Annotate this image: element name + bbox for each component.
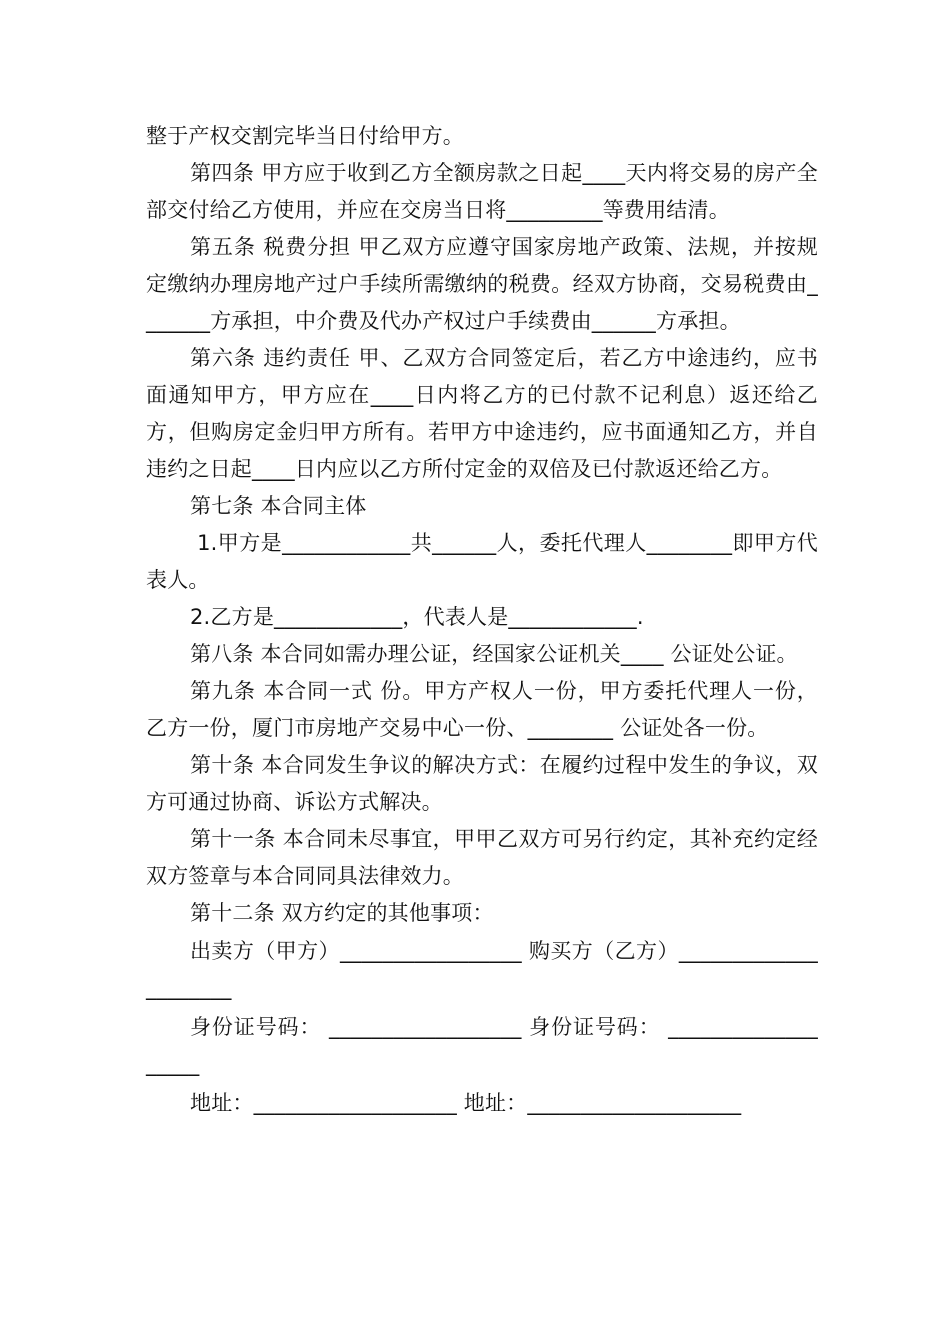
clause-8: 第八条 本合同如需办理公证，经国家公证机关____ 公证处公证。 [190, 642, 798, 666]
clause-7-heading: 第七条 本合同主体 [190, 494, 367, 518]
clause-9: 第九条 本合同一式 份。甲方产权人一份，甲方委托代理人一份，乙方一份，厦门市房地产交易中心一份、________ 公证处各一份。 [146, 679, 818, 740]
clause-10: 第十条 本合同发生争议的解决方式：在履约过程中发生的争议，双方可通过协商、诉讼方式解决。 [146, 753, 818, 814]
clause-12: 第十二条 双方约定的其他事项： [190, 901, 494, 925]
paragraph-continuation: 整于产权交割完毕当日付给甲方。 [146, 124, 464, 148]
signature-id-line: 身份证号码： __________________ 身份证号码： ___________________ [146, 1015, 818, 1076]
clause-4: 第四条 甲方应于收到乙方全额房款之日起____天内将交易的房产全部交付给乙方使用，并应在交房当日将_________等费用结清。 [146, 161, 818, 222]
clause-11: 第十一条 本合同未尽事宜，甲甲乙双方可另行约定，其补充约定经双方签章与本合同同具法律效力。 [146, 827, 818, 888]
contract-body [146, 118, 818, 1122]
clause-7-item-1: 1.甲方是____________共______人，委托代理人________即甲方代表人。 [146, 531, 818, 592]
clause-7-item-2: 2.乙方是____________，代表人是____________. [190, 605, 644, 629]
signature-parties-line: 出卖方（甲方）_________________ 购买方（乙方）_____________________ [146, 939, 818, 1000]
clause-5: 第五条 税费分担 甲乙双方应遵守国家房地产政策、法规，并按规定缴纳办理房地产过户手续所需缴纳的税费。经双方协商，交易税费由_______方承担，中介费及代办产权过户手续费由______方承担。 [146, 235, 818, 333]
clause-6: 第六条 违约责任 甲、乙双方合同签定后，若乙方中途违约，应书面通知甲方，甲方应在____日内将乙方的已付款不记利息）返还给乙方，但购房定金归甲方所有。若甲方中途违约，应书面通知乙方，并自违约之日起____日内应以乙方所付定金的双倍及已付款返还给乙方。 [146, 346, 818, 481]
signature-address-line: 地址：___________________ 地址：____________________ [190, 1091, 742, 1115]
